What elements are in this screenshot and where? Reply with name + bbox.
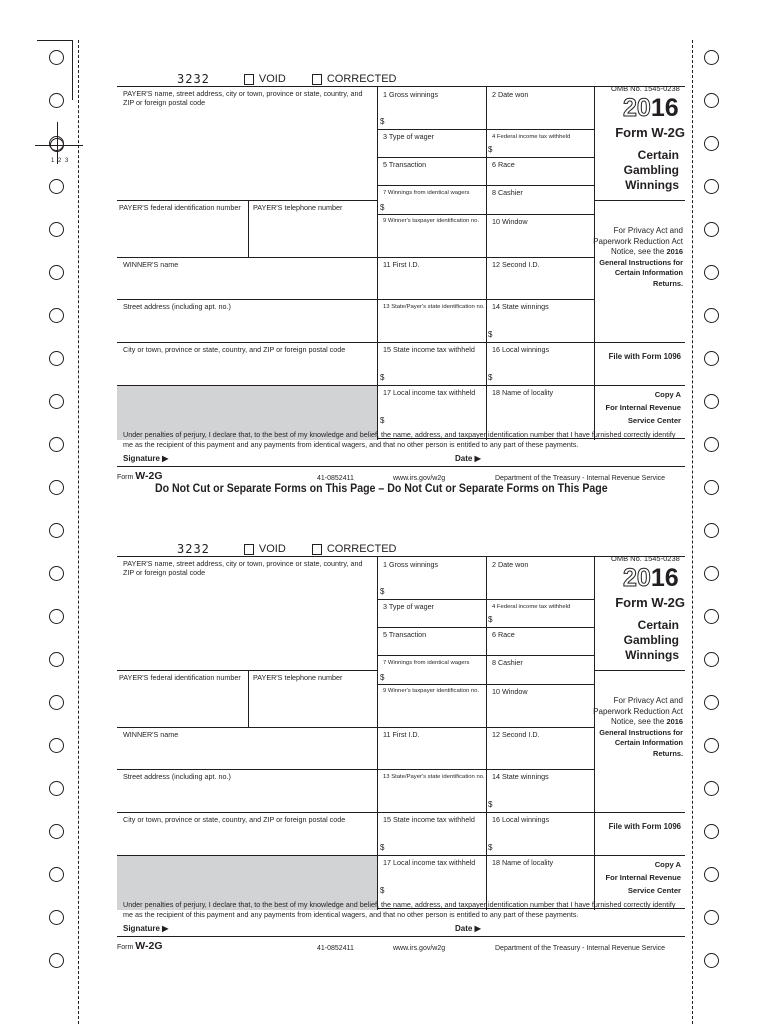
payer-name-label: PAYER'S name, street address, city or town, province or state, country, and ZIP or foreign postal code: [123, 559, 363, 577]
box17-dollar: $: [380, 416, 385, 425]
payer-phone-label: PAYER'S telephone number: [253, 203, 343, 212]
box10-label: 10 Window: [492, 217, 528, 226]
grid-line: [594, 670, 685, 671]
box16-label: 16 Local winnings: [492, 345, 550, 354]
box11-label: 11 First I.D.: [383, 730, 420, 739]
box14-label: 14 State winnings: [492, 772, 549, 781]
grid-line: [377, 157, 594, 158]
copy-designation: Copy A For Internal Revenue Service Center: [605, 860, 681, 895]
box5-label: 5 Transaction: [383, 630, 427, 639]
grid-line: [377, 599, 594, 600]
grid-line: [377, 684, 594, 685]
do-not-cut-notice: Do Not Cut or Separate Forms on This Page – Do Not Cut or Separate Forms on This Page: [155, 483, 608, 495]
grid-line: [486, 87, 487, 440]
box6-label: 6 Race: [492, 160, 515, 169]
grid-line: [377, 342, 594, 343]
grid-line: [377, 627, 594, 628]
payer-fed-id-label: PAYER'S federal identification number: [119, 203, 241, 212]
grid-line: [117, 342, 377, 343]
form-title: Certain Gambling Winnings: [623, 148, 679, 192]
feed-hole-icon: [704, 265, 719, 280]
form-header-line: [177, 72, 422, 86]
grid-line: [377, 855, 594, 856]
feed-hole-icon: [49, 523, 64, 538]
city-label: City or town, province or state, country, and ZIP or foreign postal code: [123, 815, 346, 824]
irs-url: www.irs.gov/w2g: [393, 945, 446, 952]
box17-label: 17 Local income tax withheld: [383, 858, 476, 867]
box13-label: 13 State/Payer's state identification no.: [383, 304, 485, 310]
feed-hole-icon: [49, 910, 64, 925]
feed-hole-icon: [49, 480, 64, 495]
box18-label: 18 Name of locality: [492, 858, 554, 867]
void-checkbox[interactable]: [244, 544, 254, 555]
void-label: VOID: [258, 543, 286, 555]
city-label: City or town, province or state, country, and ZIP or foreign postal code: [123, 345, 346, 354]
right-perforation: [692, 40, 693, 1024]
corrected-checkbox[interactable]: [312, 74, 322, 85]
feed-hole-icon: [704, 351, 719, 366]
feed-hole-icon: [704, 824, 719, 839]
signature-label: Signature ▶: [123, 924, 169, 933]
tax-year: 2016: [623, 564, 679, 592]
feed-hole-icon: [49, 179, 64, 194]
department-name: Department of the Treasury - Internal Revenue Service: [495, 945, 666, 952]
box11-label: 11 First I.D.: [383, 260, 420, 269]
void-checkbox[interactable]: [244, 74, 254, 85]
w2g-form-bottom: [117, 542, 685, 972]
feed-hole-icon: [49, 265, 64, 280]
feed-hole-icon: [704, 50, 719, 65]
feed-hole-icon: [704, 179, 719, 194]
box4-label: 4 Federal income tax withheld: [492, 134, 571, 140]
feed-hole-icon: [49, 351, 64, 366]
box8-label: 8 Cashier: [492, 658, 523, 667]
winner-name-label: WINNER'S name: [123, 260, 179, 269]
payer-name-label: PAYER'S name, street address, city or town, province or state, country, and ZIP or foreign postal code: [123, 89, 363, 107]
corrected-checkbox[interactable]: [312, 544, 322, 555]
box15-label: 15 State income tax withheld: [383, 345, 475, 354]
feed-hole-icon: [49, 437, 64, 452]
grid-line: [248, 670, 249, 727]
date-label: Date ▶: [455, 454, 481, 463]
box12-label: 12 Second I.D.: [492, 260, 540, 269]
irs-url: www.irs.gov/w2g: [393, 475, 446, 482]
form-name: Form W-2G: [615, 595, 685, 610]
box1-dollar: $: [380, 587, 385, 596]
box3-label: 3 Type of wager: [383, 602, 435, 611]
grid-line: [117, 200, 377, 201]
grid-line: [377, 87, 378, 440]
street-address-label: Street address (including apt. no.): [123, 772, 231, 781]
corrected-label: CORRECTED: [326, 73, 397, 85]
feed-hole-icon: [704, 867, 719, 882]
feed-hole-icon: [49, 609, 64, 624]
date-label: Date ▶: [455, 924, 481, 933]
file-with-note: File with Form 1096: [608, 822, 681, 831]
privacy-notice: For Privacy Act and Paperwork Reduction Act Notice, see the 2016 General Instructions for Certain Information Returns.: [593, 696, 683, 758]
box16-label: 16 Local winnings: [492, 815, 550, 824]
box15-dollar: $: [380, 373, 385, 382]
grid-line: [594, 557, 595, 910]
box1-dollar: $: [380, 117, 385, 126]
grid-line: [377, 214, 594, 215]
feed-hole-icon: [49, 738, 64, 753]
box4-label: 4 Federal income tax withheld: [492, 604, 571, 610]
box4-dollar: $: [488, 615, 493, 624]
box7-label: 7 Winnings from identical wagers: [383, 660, 470, 666]
feed-hole-icon: [49, 867, 64, 882]
signature-label: Signature ▶: [123, 454, 169, 463]
feed-hole-icon: [49, 222, 64, 237]
file-with-note: File with Form 1096: [608, 352, 681, 361]
registration-numbers: 1 2 3: [51, 158, 70, 164]
grid-line: [594, 87, 595, 440]
form-grid: [117, 556, 685, 909]
grid-line: [594, 385, 685, 386]
grid-line: [377, 727, 594, 728]
grid-line: [377, 257, 594, 258]
grid-line: [594, 812, 685, 813]
feed-hole-icon: [49, 695, 64, 710]
left-perforation: [78, 40, 79, 1024]
form-grid: [117, 86, 685, 439]
feed-hole-icon: [49, 566, 64, 581]
box6-label: 6 Race: [492, 630, 515, 639]
form-control-code: 3232: [177, 72, 210, 86]
grid-line: [377, 557, 378, 910]
box7-label: 7 Winnings from identical wagers: [383, 190, 470, 196]
feed-hole-icon: [49, 394, 64, 409]
box17-dollar: $: [380, 886, 385, 895]
omb-number: OMB No. 1545-0238: [611, 554, 680, 563]
payer-phone-label: PAYER'S telephone number: [253, 673, 343, 682]
grid-line: [117, 257, 377, 258]
footer-form-name: Form W-2G: [117, 940, 163, 952]
feed-hole-icon: [704, 222, 719, 237]
grid-line: [248, 200, 249, 257]
department-name: Department of the Treasury - Internal Revenue Service: [495, 475, 666, 482]
grid-line: [117, 385, 377, 386]
box4-dollar: $: [488, 145, 493, 154]
box9-label: 9 Winner's taxpayer identification no.: [383, 218, 480, 224]
box1-label: 1 Gross winnings: [383, 90, 439, 99]
right-feed-holes: [700, 0, 724, 1024]
grid-line: [117, 299, 377, 300]
grid-line: [377, 385, 594, 386]
box16-dollar: $: [488, 843, 493, 852]
feed-hole-icon: [704, 953, 719, 968]
registration-frame: [37, 40, 73, 100]
signature-row: [117, 453, 685, 467]
catalog-number: 41-0852411: [317, 475, 354, 482]
grid-line: [486, 557, 487, 910]
feed-hole-icon: [704, 910, 719, 925]
grid-line: [117, 812, 377, 813]
grid-line: [117, 769, 377, 770]
grid-line: [594, 855, 685, 856]
catalog-number: 41-0852411: [317, 945, 354, 952]
feed-hole-icon: [49, 824, 64, 839]
box9-label: 9 Winner's taxpayer identification no.: [383, 688, 480, 694]
perjury-statement: Under penalties of perjury, I declare that, to the best of my knowledge and belief, the name, address, and taxpayer identification number that I have furnished correctly identify me as the recipient of this payment and any payments from identical wagers, and that no other person is entitled to any part of these payments.: [123, 900, 676, 919]
grid-line: [377, 812, 594, 813]
w2g-form-top: [117, 72, 685, 502]
feed-hole-icon: [49, 781, 64, 796]
box2-label: 2 Date won: [492, 560, 529, 569]
payer-fed-id-label: PAYER'S federal identification number: [119, 673, 241, 682]
grid-line: [377, 299, 594, 300]
box7-dollar: $: [380, 673, 385, 682]
feed-hole-icon: [49, 652, 64, 667]
grid-line: [594, 342, 685, 343]
signature-row: [117, 923, 685, 937]
feed-hole-icon: [704, 695, 719, 710]
box17-label: 17 Local income tax withheld: [383, 388, 476, 397]
feed-hole-icon: [49, 308, 64, 323]
box8-label: 8 Cashier: [492, 188, 523, 197]
grid-line: [377, 655, 594, 656]
grid-line: [594, 200, 685, 201]
copy-designation: Copy A For Internal Revenue Service Center: [605, 390, 681, 425]
box7-dollar: $: [380, 203, 385, 212]
box16-dollar: $: [488, 373, 493, 382]
registration-target-icon: [50, 138, 64, 152]
feed-hole-icon: [704, 781, 719, 796]
grid-line: [117, 670, 377, 671]
feed-hole-icon: [704, 480, 719, 495]
omb-number: OMB No. 1545-0238: [611, 84, 680, 93]
box2-label: 2 Date won: [492, 90, 529, 99]
street-address-label: Street address (including apt. no.): [123, 302, 231, 311]
box13-label: 13 State/Payer's state identification no.: [383, 774, 485, 780]
privacy-notice: For Privacy Act and Paperwork Reduction Act Notice, see the 2016 General Instructions for Certain Information Returns.: [593, 226, 683, 288]
feed-hole-icon: [704, 738, 719, 753]
box15-label: 15 State income tax withheld: [383, 815, 475, 824]
box10-label: 10 Window: [492, 687, 528, 696]
box14-label: 14 State winnings: [492, 302, 549, 311]
void-label: VOID: [258, 73, 286, 85]
perjury-statement: Under penalties of perjury, I declare that, to the best of my knowledge and belief, the name, address, and taxpayer identification number that I have furnished correctly identify me as the recipient of this payment and any payments from identical wagers, and that no other person is entitled to any part of these payments.: [123, 430, 676, 449]
form-control-code: 3232: [177, 542, 210, 556]
form-name: Form W-2G: [615, 125, 685, 140]
box3-label: 3 Type of wager: [383, 132, 435, 141]
box1-label: 1 Gross winnings: [383, 560, 439, 569]
feed-hole-icon: [704, 609, 719, 624]
feed-hole-icon: [704, 394, 719, 409]
form-title: Certain Gambling Winnings: [623, 618, 679, 662]
grid-line: [117, 855, 377, 856]
feed-hole-icon: [704, 437, 719, 452]
feed-hole-icon: [49, 953, 64, 968]
feed-hole-icon: [704, 136, 719, 151]
box14-dollar: $: [488, 800, 493, 809]
feed-hole-icon: [704, 93, 719, 108]
feed-hole-icon: [704, 308, 719, 323]
grid-line: [377, 769, 594, 770]
grid-line: [377, 129, 594, 130]
feed-hole-icon: [704, 652, 719, 667]
corrected-label: CORRECTED: [326, 543, 397, 555]
box18-label: 18 Name of locality: [492, 388, 554, 397]
form-header-line: [177, 542, 422, 556]
tax-year: 2016: [623, 94, 679, 122]
box5-label: 5 Transaction: [383, 160, 427, 169]
box12-label: 12 Second I.D.: [492, 730, 540, 739]
box14-dollar: $: [488, 330, 493, 339]
registration-mark: [33, 40, 73, 164]
feed-hole-icon: [704, 523, 719, 538]
grid-line: [377, 185, 594, 186]
footer-form-name: Form W-2G: [117, 470, 163, 482]
box15-dollar: $: [380, 843, 385, 852]
winner-name-label: WINNER'S name: [123, 730, 179, 739]
grid-line: [117, 727, 377, 728]
feed-hole-icon: [704, 566, 719, 581]
